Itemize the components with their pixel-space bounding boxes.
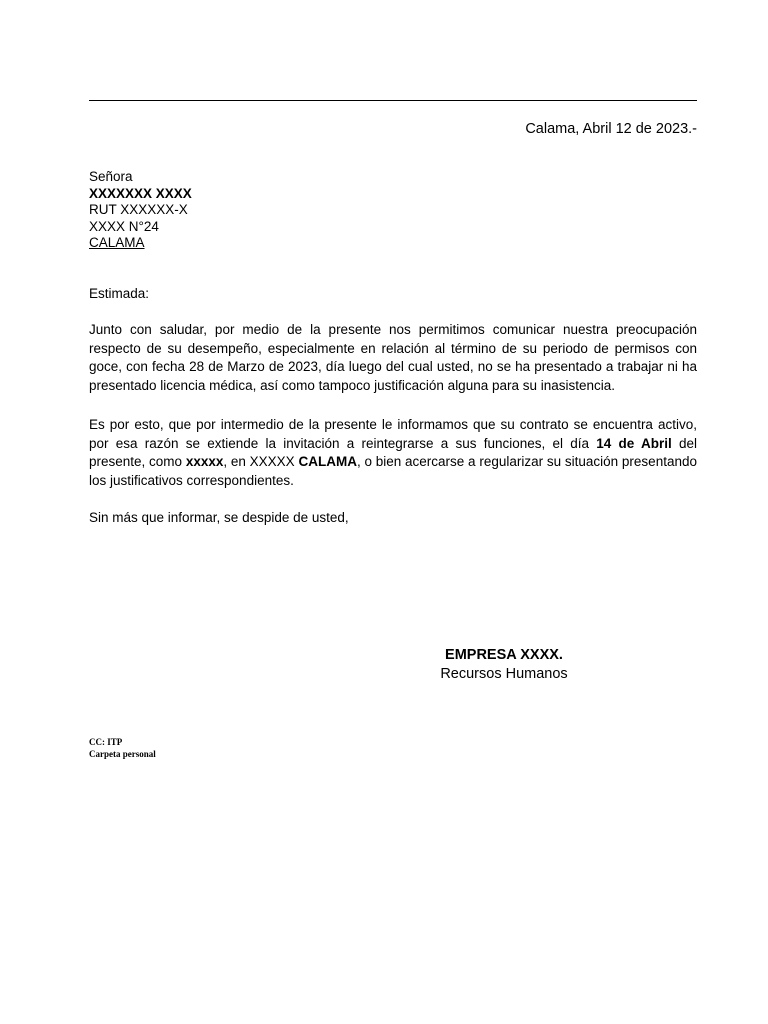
body-paragraph-2 bbox=[89, 416, 697, 490]
signature-department: Recursos Humanos bbox=[440, 665, 568, 682]
paragraph-2-text: del presente, como bbox=[89, 435, 697, 469]
recipient-name: XXXXXXX XXXX bbox=[89, 185, 192, 201]
cc-line-1: CC: ITP bbox=[89, 737, 123, 747]
recipient-rut: RUT XXXXXX-X bbox=[89, 202, 188, 217]
role-placeholder: xxxxx bbox=[185, 454, 224, 469]
cc-line-2: Carpeta personal bbox=[89, 749, 156, 759]
header-rule bbox=[89, 100, 697, 101]
recipient-title: Señora bbox=[89, 169, 133, 184]
closing-line: Sin más que informar, se despide de usted, bbox=[89, 510, 349, 525]
return-date: 14 de Abril bbox=[596, 435, 672, 451]
recipient-city: CALAMA bbox=[89, 235, 145, 250]
paragraph-2-text: Es por esto, que por intermedio de la presente le informamos que su contrato se encuentra activo, por esa razón se extiende la invitación a reintegrarse a sus funciones, el día bbox=[89, 417, 697, 451]
signature-block bbox=[400, 646, 608, 683]
recipient-address: XXXX N°24 bbox=[89, 218, 159, 234]
paragraph-2-text: , o bien acercarse a regularizar su situación presentando los justificativos correspondientes. bbox=[89, 454, 697, 488]
paragraph-2-text: , en XXXXX bbox=[223, 454, 299, 469]
recipient-block bbox=[89, 169, 192, 252]
signature-company: EMPRESA XXXX. bbox=[445, 647, 563, 663]
place-name: CALAMA bbox=[298, 454, 357, 469]
greeting: Estimada: bbox=[89, 286, 150, 301]
body-paragraph-1: Junto con saludar, por medio de la presente nos permitimos comunicar nuestra preocupación respecto de su desempeño, especialmente en relación al término de su periodo de permisos con goce, con fecha 28 de Marzo de 2023, día luego del cual usted, no se ha presentado a trabajar ni ha presentado licencia médica, así como tampoco justificación alguna para su inasistencia. bbox=[89, 322, 697, 393]
cc-block bbox=[89, 736, 156, 760]
letter-date: Calama, Abril 12 de 2023.- bbox=[525, 121, 697, 137]
